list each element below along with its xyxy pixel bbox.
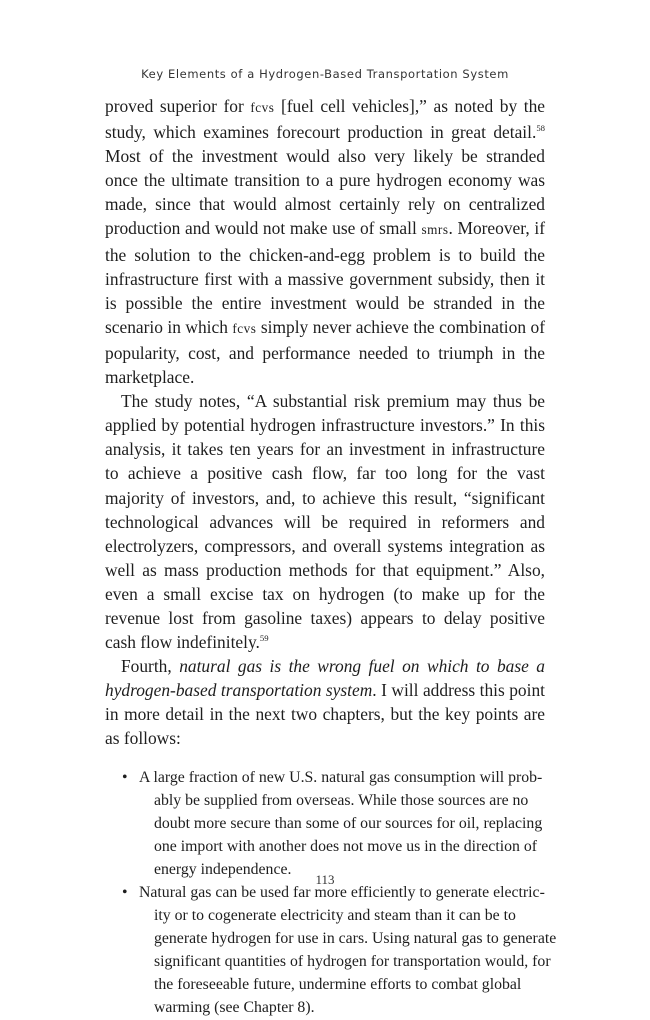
bullet-line: A large fraction of new U.S. natural gas consumption will prob-	[139, 768, 543, 786]
endnote-marker-58: 58	[536, 123, 545, 134]
paragraph-2	[105, 389, 545, 654]
paragraph-1-text-a: proved superior for	[105, 96, 251, 116]
smr-abbreviation: smrs	[421, 222, 449, 238]
bullet-line: energy independence.	[154, 860, 292, 878]
paragraph-1-text-c: Most of the investment would also very likely be stranded once the ultimate transition to a pure hydrogen economy was made, since that would almost certainly rely on centralized production and would not make use of small	[105, 146, 545, 239]
paragraph-1	[105, 94, 545, 389]
page-number: 113	[315, 872, 335, 887]
running-head: Key Elements of a Hydrogen-Based Transportation System	[141, 67, 509, 81]
paragraph-1-text-b: [fuel cell vehicles],” as noted by the study, which examines forecourt production in great detail.	[105, 96, 545, 143]
paragraph-3	[105, 654, 545, 750]
bullet-item	[105, 766, 545, 881]
fcv-abbreviation: fcvs	[250, 100, 275, 115]
bullet-line: warming (see Chapter 8).	[154, 999, 315, 1017]
bullet-marker: •	[122, 884, 128, 901]
bullet-line: ably be supplied from overseas. While those sources are no	[154, 791, 529, 809]
paragraph-1-text-d: . Moreover, if the solution to the chicken-and-egg problem is to build the infrastructure first with a massive government subsidy, then it is possible the entire investment would be stranded in the scenario in which	[105, 218, 545, 337]
bullet-line: Natural gas can be used far more efficiently to generate electric-	[139, 884, 545, 901]
paragraph-2-text: The study notes, “A substantial risk premium may thus be applied by potential hydrogen infrastructure investors.” In this analysis, it takes ten years for an investment in infrastructure to achieve a positive cash flow, far too long for the vast majority of investors, and, to achieve this result, “significant technological advances will be required in reformers and electrolyzers, compressors, and overall systems integration as well as mass production methods for that equipment.” Also, even a small excise tax on hydrogen (to make up for the revenue lost from gasoline taxes) appears to delay positive cash flow indefinitely.	[105, 391, 545, 653]
bullet-line: one import with another does not move us in the direction of	[154, 837, 537, 855]
paragraph-1-text-e: simply never achieve the combination of popularity, cost, and performance needed to triumph in the marketplace.	[105, 316, 545, 388]
fcv-abbreviation: fcvs	[232, 320, 257, 336]
bullet-line: ity or to cogenerate electricity and steam than it can be to	[154, 907, 516, 925]
bullet-item	[105, 881, 557, 1020]
bullet-line: generate hydrogen for use in cars. Using natural gas to generate	[154, 930, 557, 948]
bullet-list	[105, 766, 557, 1020]
bullet-line: significant quantities of hydrogen for transportation would, for	[154, 953, 551, 971]
paragraph-3-lead: Fourth,	[121, 656, 180, 677]
paragraph-3-rest: . I will address this point in more detail in the next two chapters, but the key points are as follows:	[105, 680, 545, 749]
bullet-marker: •	[122, 768, 128, 786]
bullet-line: the foreseeable future, undermine efforts to combat global	[154, 976, 522, 994]
bullet-line: doubt more secure than some of our sources for oil, replacing	[154, 814, 543, 832]
paragraph-3-emphasis: natural gas is the wrong fuel on which to base a hydrogen-based transportation system	[105, 656, 546, 701]
endnote-marker-59: 59	[259, 633, 269, 644]
